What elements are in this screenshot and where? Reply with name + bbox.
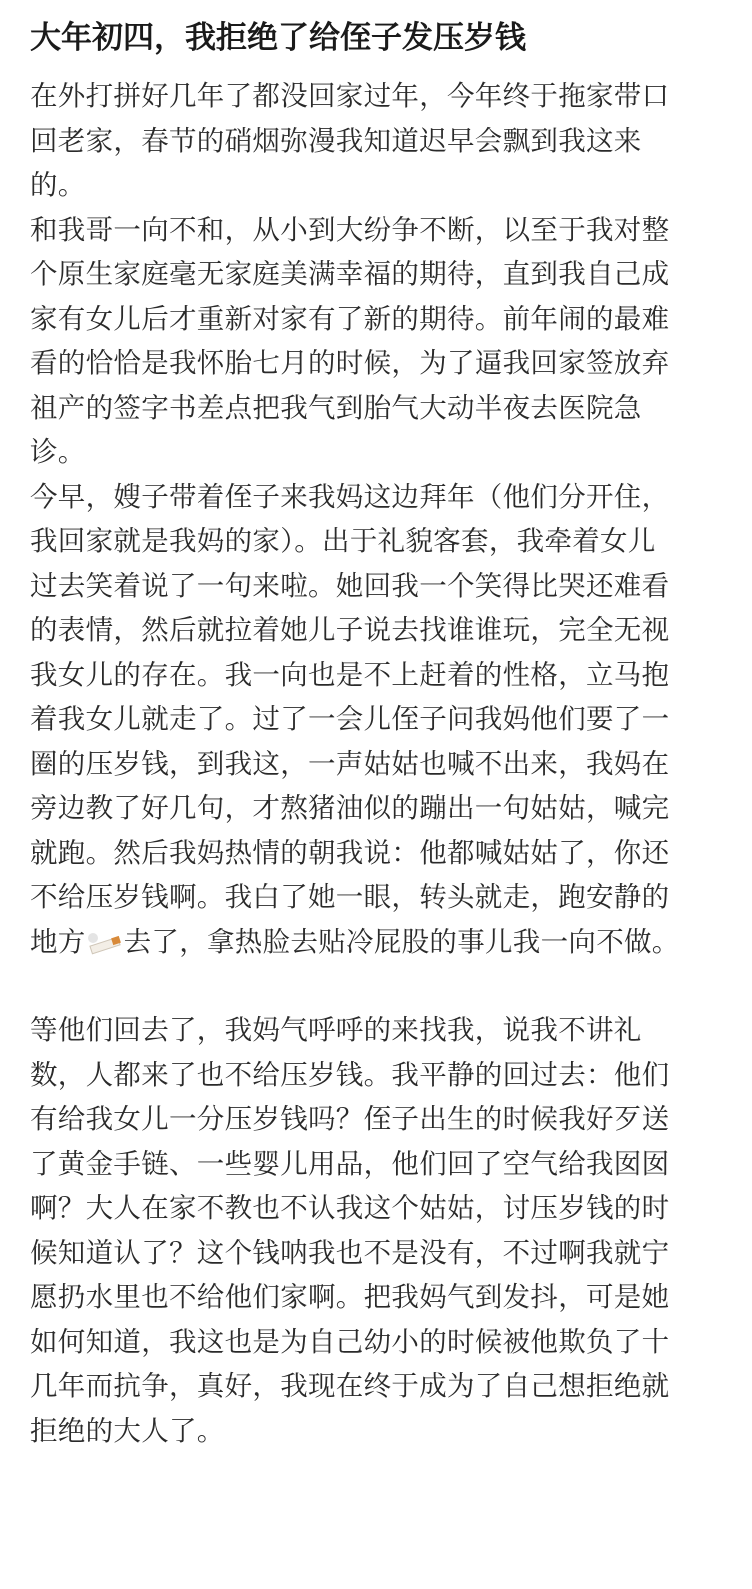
text-line: 等他们回去了，我妈气呼呼的来找我，说我不讲礼 xyxy=(30,1014,642,1046)
text-line: 候知道认了？这个钱呐我也不是没有，不过啊我就宁 xyxy=(30,1236,670,1269)
text-line: 数，人都来了也不给压岁钱。我平静的回过去：他们 xyxy=(30,1058,670,1091)
text-line: 祖产的签字书差点把我气到胎气大动半夜去医院急 xyxy=(30,391,642,424)
text-fragment: 地方 xyxy=(30,925,86,958)
text-line: 在外打拼好几年了都没回家过年，今年终于拖家带口 xyxy=(30,80,670,112)
text-line: 几年而抗争，真好，我现在终于成为了自己想拒绝就 xyxy=(30,1370,670,1402)
paragraph-1 xyxy=(30,74,722,208)
text-line: 就跑。然后我妈热情的朝我说：他都喊姑姑了，你还 xyxy=(30,836,670,869)
text-line: 拒绝的大人了。 xyxy=(30,1414,225,1447)
text-line: 回老家，春节的硝烟弥漫我知道迟早会飘到我这来 xyxy=(30,124,642,157)
text-line: 愿扔水里也不给他们家啊。把我妈气到发抖，可是她 xyxy=(30,1281,670,1313)
paragraph-2 xyxy=(30,208,722,475)
paragraph-4 xyxy=(30,1008,722,1453)
text-line: 和我哥一向不和，从小到大纷争不断，以至于我对整 xyxy=(30,213,670,246)
text-line: 了黄金手链、一些婴儿用品，他们回了空气给我囡囡 xyxy=(30,1147,670,1180)
text-line: 诊。 xyxy=(30,436,86,468)
text-line: 我女儿的存在。我一向也是不上赶着的性格，立马抱 xyxy=(30,658,670,691)
text-line: 如何知道，我这也是为自己幼小的时候被他欺负了十 xyxy=(30,1325,670,1358)
article-title: 大年初四，我拒绝了给侄子发压岁钱 xyxy=(30,20,526,56)
text-line: 过去笑着说了一句来啦。她回我一个笑得比哭还难看 xyxy=(30,569,670,602)
text-line: 有给我女儿一分压岁钱吗？侄子出生的时候我好歹送 xyxy=(30,1103,670,1135)
text-line: 旁边教了好几句，才熬猪油似的蹦出一句姑姑，喊完 xyxy=(30,792,670,824)
text-line: 我回家就是我妈的家）。出于礼貌客套，我牵着女儿 xyxy=(30,525,656,557)
text-line: 的。 xyxy=(30,169,86,201)
text-line: 的表情，然后就拉着她儿子说去找谁谁玩，完全无视 xyxy=(30,614,670,646)
text-line: 家有女儿后才重新对家有了新的期待。前年闹的最难 xyxy=(30,302,670,335)
text-line: 今早，嫂子带着侄子来我妈这边拜年（他们分开住， xyxy=(30,480,670,513)
text-line: 看的恰恰是我怀胎七月的时候，为了逼我回家签放弃 xyxy=(30,347,670,379)
text-line: 个原生家庭毫无家庭美满幸福的期待，直到我自己成 xyxy=(30,258,670,290)
text-line-with-emoji xyxy=(30,920,722,965)
paragraph-3 xyxy=(30,475,722,965)
text-fragment: 去了，拿热脸去贴冷屁股的事儿我一向不做。 xyxy=(123,925,680,958)
cigarette-icon xyxy=(88,933,122,953)
text-line: 圈的压岁钱，到我这，一声姑姑也喊不出来，我妈在 xyxy=(30,747,670,780)
text-line: 不给压岁钱啊。我白了她一眼，转头就走，跑安静的 xyxy=(30,881,670,913)
paragraph-spacer xyxy=(30,964,722,1008)
text-line: 着我女儿就走了。过了一会儿侄子问我妈他们要了一 xyxy=(30,703,670,735)
text-line: 啊？大人在家不教也不认我这个姑姑，讨压岁钱的时 xyxy=(30,1192,670,1224)
